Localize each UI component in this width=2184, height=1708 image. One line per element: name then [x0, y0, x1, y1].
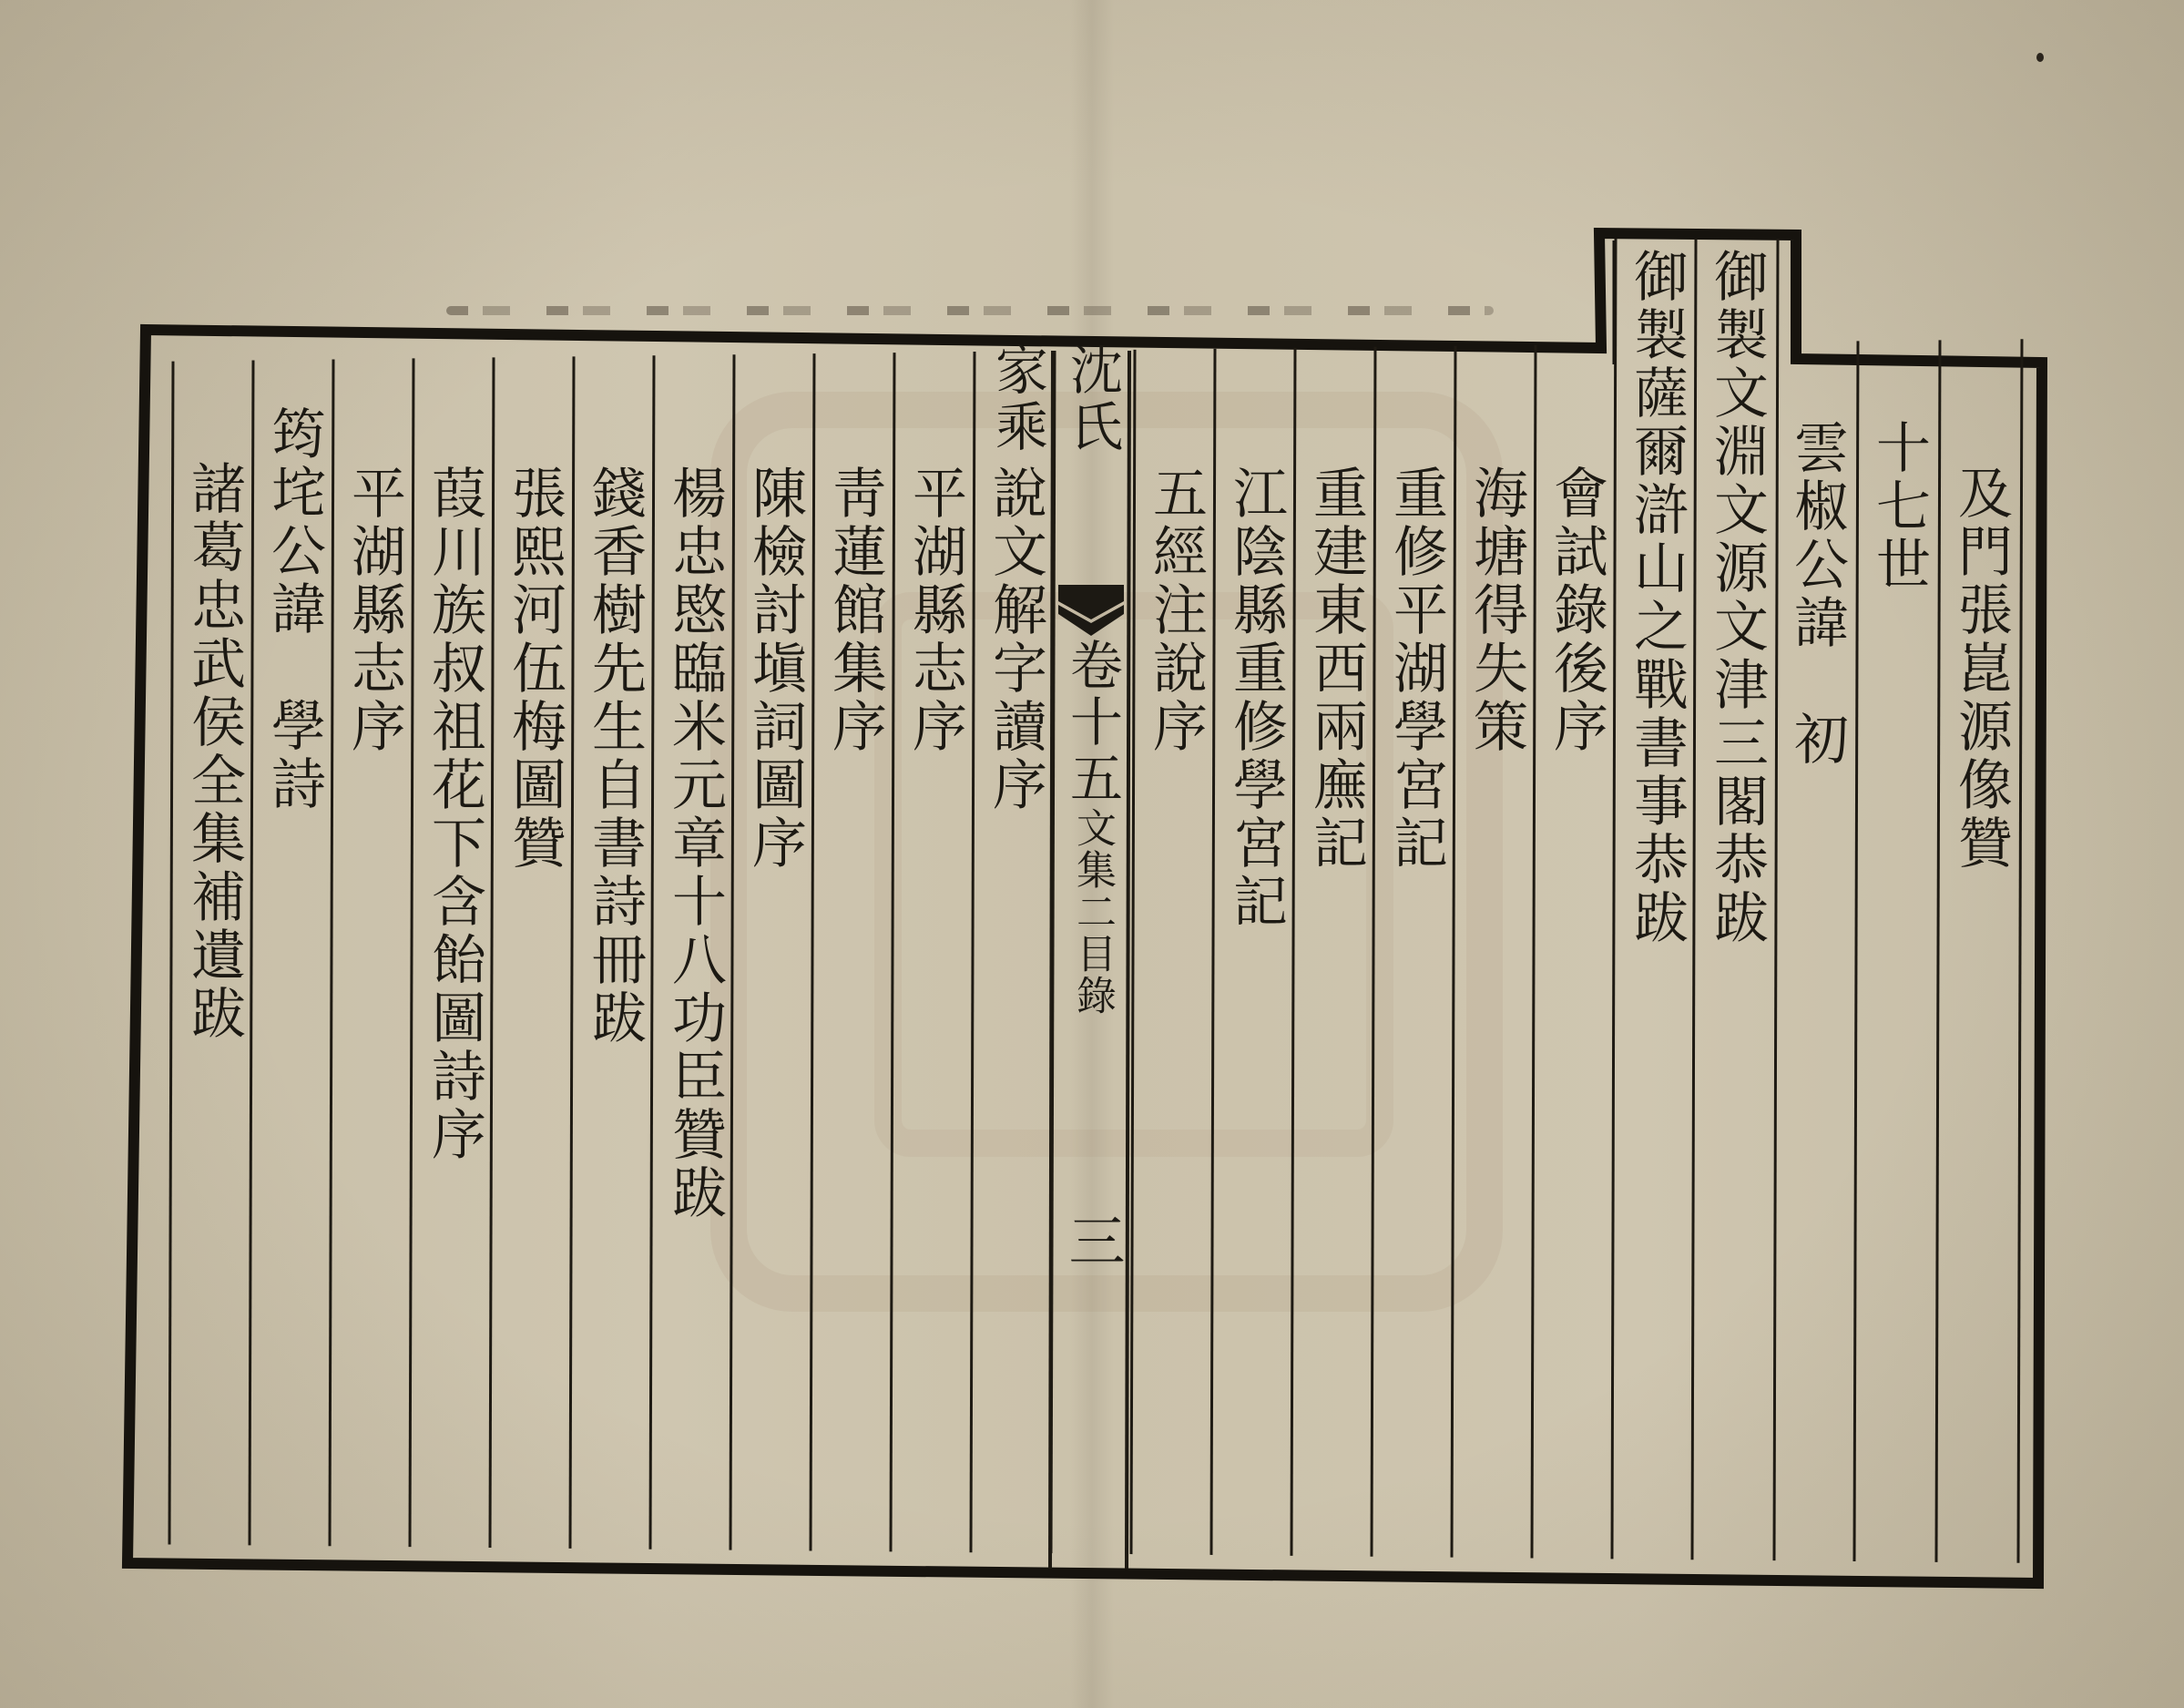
volume-number: 卷十五	[1061, 638, 1123, 807]
toc-entry: 平湖縣志序	[903, 465, 967, 756]
toc-entry: 五經注說序	[1144, 465, 1208, 756]
toc-entry: 錢香樹先生自書詩冊跋	[583, 465, 647, 1048]
toc-entry: 御製文淵文源文津三閣恭跋	[1705, 248, 1769, 947]
toc-entry: 御製薩爾滸山之戰書事恭跋	[1625, 248, 1689, 947]
toc-entry: 張熙河伍梅圖贊	[503, 465, 566, 873]
toc-entry: 諸葛忠武侯全集補遺跋	[182, 460, 246, 1043]
toc-entry: 會試錄後序	[1545, 465, 1608, 756]
toc-entry: 陳檢討塡詞圖序	[743, 465, 807, 873]
toc-entry: 及門張崑源像贊	[1949, 465, 2013, 873]
toc-entry: 海塘得失策	[1465, 465, 1528, 756]
banner-title: 沈氏家乘	[986, 343, 1123, 455]
author-heading: 筠垞公諱 學詩	[262, 405, 326, 813]
toc-entry: 平湖縣志序	[342, 465, 406, 756]
toc-entry: 說文解字讀序	[984, 465, 1047, 814]
section-label: 文集二目錄	[1069, 807, 1116, 1017]
toc-entry: 楊忠愍臨米元章十八功臣贊跋	[663, 465, 727, 1222]
toc-entry: 重修平湖學宮記	[1384, 465, 1448, 873]
fishtail-mark-icon	[1056, 583, 1126, 638]
folio-number: 三	[1059, 1212, 1126, 1268]
toc-entry: 江陰縣重修學宮記	[1224, 465, 1288, 931]
volume-label	[1055, 638, 1129, 1057]
toc-entry: 靑蓮館集序	[823, 465, 887, 756]
generation-heading: 十七世	[1867, 419, 1931, 594]
toc-entry: 重建東西兩廡記	[1304, 465, 1368, 873]
toc-entry: 葭川族叔祖花下含飴圖詩序	[423, 465, 486, 1164]
author-heading: 雲椒公諱 初	[1785, 419, 1849, 769]
